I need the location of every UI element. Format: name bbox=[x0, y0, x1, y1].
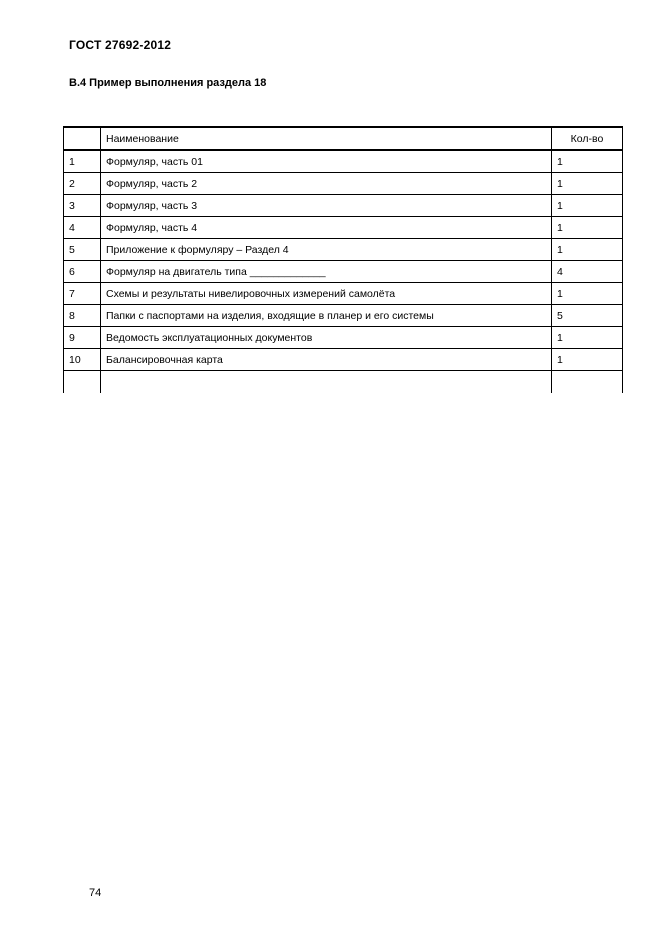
table-row bbox=[64, 283, 623, 305]
row-num: 3 bbox=[64, 195, 101, 217]
row-num: 4 bbox=[64, 217, 101, 239]
row-num: 9 bbox=[64, 327, 101, 349]
documents-table bbox=[63, 126, 622, 393]
empty-cell-qty bbox=[552, 371, 623, 394]
table-header-row bbox=[64, 127, 623, 150]
row-qty: 1 bbox=[552, 283, 623, 305]
row-name: Формуляр, часть 4 bbox=[101, 217, 552, 239]
table-row bbox=[64, 239, 623, 261]
row-name: Формуляр, часть 2 bbox=[101, 173, 552, 195]
row-qty: 1 bbox=[552, 195, 623, 217]
row-name: Папки с паспортами на изделия, входящие в планер и его системы bbox=[101, 305, 552, 327]
row-name: Схемы и результаты нивелировочных измерений самолёта bbox=[101, 283, 552, 305]
row-num: 6 bbox=[64, 261, 101, 283]
table-row bbox=[64, 217, 623, 239]
row-name: Приложение к формуляру – Раздел 4 bbox=[101, 239, 552, 261]
page-number: 74 bbox=[89, 887, 102, 899]
row-name: Формуляр, часть 3 bbox=[101, 195, 552, 217]
header-cell-qty: Кол-во bbox=[552, 127, 623, 150]
documents-table-grid bbox=[63, 126, 623, 393]
header-cell-name: Наименование bbox=[101, 127, 552, 150]
row-qty: 1 bbox=[552, 173, 623, 195]
table-row bbox=[64, 195, 623, 217]
empty-cell-num bbox=[64, 371, 101, 394]
row-qty: 1 bbox=[552, 349, 623, 371]
row-qty: 1 bbox=[552, 327, 623, 349]
table-row bbox=[64, 261, 623, 283]
table-row bbox=[64, 173, 623, 195]
row-name: Ведомость эксплуатационных документов bbox=[101, 327, 552, 349]
header-cell-num bbox=[64, 127, 101, 150]
row-qty: 5 bbox=[552, 305, 623, 327]
empty-cell-name bbox=[101, 371, 552, 394]
table-row bbox=[64, 150, 623, 173]
document-code: ГОСТ 27692-2012 bbox=[69, 38, 172, 52]
table-empty-row bbox=[64, 371, 623, 394]
row-name: Формуляр на двигатель типа _____________ bbox=[101, 261, 552, 283]
row-num: 2 bbox=[64, 173, 101, 195]
table-row bbox=[64, 305, 623, 327]
row-num: 8 bbox=[64, 305, 101, 327]
row-num: 1 bbox=[64, 150, 101, 173]
row-name: Балансировочная карта bbox=[101, 349, 552, 371]
table-row bbox=[64, 349, 623, 371]
row-num: 7 bbox=[64, 283, 101, 305]
section-title: В.4 Пример выполнения раздела 18 bbox=[69, 77, 267, 89]
row-qty: 4 bbox=[552, 261, 623, 283]
row-qty: 1 bbox=[552, 150, 623, 173]
table-row bbox=[64, 327, 623, 349]
row-qty: 1 bbox=[552, 239, 623, 261]
row-num: 5 bbox=[64, 239, 101, 261]
row-name: Формуляр, часть 01 bbox=[101, 150, 552, 173]
row-num: 10 bbox=[64, 349, 101, 371]
row-qty: 1 bbox=[552, 217, 623, 239]
